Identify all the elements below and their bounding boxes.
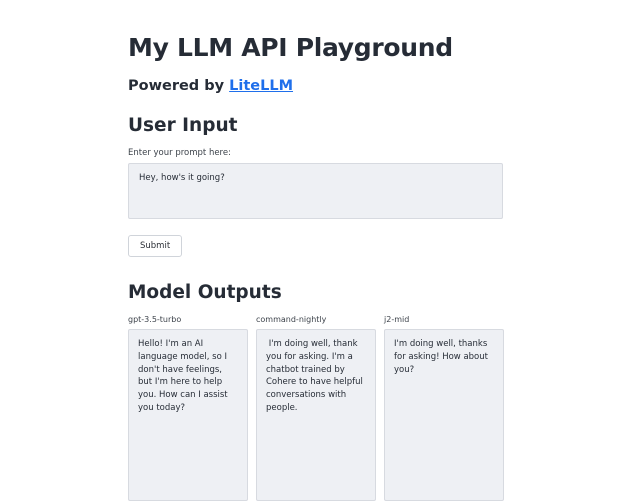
model-name-j2-mid: j2-mid: [384, 315, 410, 325]
user-input-heading: User Input: [128, 114, 238, 136]
powered-by-label: Powered by: [128, 77, 230, 94]
model-output-column: [256, 315, 376, 501]
model-output-j2-mid[interactable]: [384, 329, 504, 501]
model-output-column: [128, 315, 248, 501]
litellm-link[interactable]: LiteLLM: [229, 77, 294, 94]
model-output-command-nightly[interactable]: [256, 329, 376, 501]
model-output-gpt-3-5-turbo[interactable]: [128, 329, 248, 501]
page-title: My LLM API Playground: [128, 33, 453, 62]
prompt-label: Enter your prompt here:: [128, 147, 231, 158]
model-output-column: [384, 315, 504, 501]
model-outputs-heading: Model Outputs: [128, 281, 282, 303]
model-name-command-nightly: command-nightly: [256, 315, 327, 325]
model-outputs-row: [128, 315, 512, 501]
model-name-gpt-3-5-turbo: gpt-3.5-turbo: [128, 315, 182, 325]
submit-button[interactable]: Submit: [128, 235, 182, 257]
powered-by-line: [128, 78, 512, 94]
submit-row: [128, 233, 512, 257]
prompt-input[interactable]: [128, 163, 503, 219]
